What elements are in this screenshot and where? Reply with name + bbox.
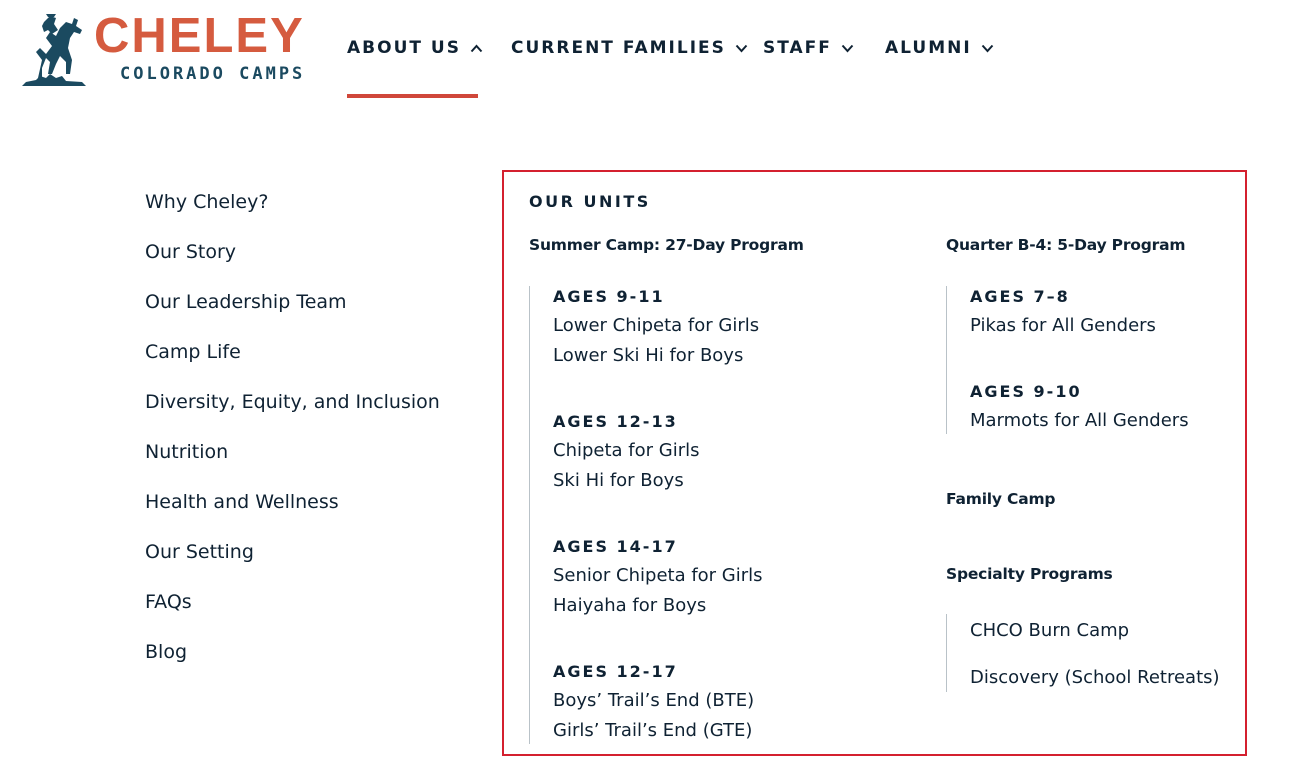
summer-group xyxy=(553,408,700,496)
quarter-group xyxy=(970,283,1156,341)
submenu-health-wellness[interactable]: Health and Wellness xyxy=(145,491,339,513)
specialty-divider xyxy=(946,614,947,692)
unit-link[interactable]: Ski Hi for Boys xyxy=(553,470,684,491)
submenu-nutrition[interactable]: Nutrition xyxy=(145,441,229,463)
active-nav-indicator xyxy=(347,94,478,98)
units-title: OUR UNITS xyxy=(529,192,651,211)
age-label: AGES 9-10 xyxy=(970,382,1082,401)
nav-staff[interactable] xyxy=(763,38,854,58)
summer-divider xyxy=(529,286,530,744)
summer-group xyxy=(553,533,763,621)
chevron-down-icon xyxy=(735,44,748,53)
nav-about-us[interactable] xyxy=(347,38,483,58)
unit-link[interactable]: Senior Chipeta for Girls xyxy=(553,565,763,586)
unit-link[interactable]: Haiyaha for Boys xyxy=(553,595,707,616)
submenu-camp-life[interactable]: Camp Life xyxy=(145,341,241,363)
quarter-divider xyxy=(946,286,947,434)
submenu-our-story[interactable]: Our Story xyxy=(145,241,237,263)
age-label: AGES 7–8 xyxy=(970,287,1070,306)
age-label: AGES 14-17 xyxy=(553,537,678,556)
submenu-why-cheley[interactable]: Why Cheley? xyxy=(145,191,269,213)
chevron-down-icon xyxy=(841,44,854,53)
age-label: AGES 12-13 xyxy=(553,412,678,431)
quarter-group xyxy=(970,378,1189,436)
unit-link[interactable]: Marmots for All Genders xyxy=(970,410,1189,431)
specialty-link-discovery[interactable]: Discovery (School Retreats) xyxy=(970,667,1220,688)
unit-link[interactable]: Pikas for All Genders xyxy=(970,315,1156,336)
nav-about-us-label: ABOUT US xyxy=(347,38,461,58)
site-logo[interactable] xyxy=(16,8,316,90)
age-label: AGES 12-17 xyxy=(553,662,678,681)
unit-link[interactable]: Chipeta for Girls xyxy=(553,440,700,461)
about-submenu xyxy=(145,187,440,687)
summer-group xyxy=(553,283,759,371)
brand-name: CHELEY xyxy=(94,9,305,63)
quarter-program-title[interactable]: Quarter B-4: 5-Day Program xyxy=(946,236,1186,254)
nav-alumni[interactable] xyxy=(885,38,994,58)
submenu-leadership-team[interactable]: Our Leadership Team xyxy=(145,291,347,313)
nav-alumni-label: ALUMNI xyxy=(885,38,972,58)
chevron-up-icon xyxy=(470,44,483,53)
submenu-diversity[interactable]: Diversity, Equity, and Inclusion xyxy=(145,391,440,413)
nav-current-families-label: CURRENT FAMILIES xyxy=(511,38,726,58)
family-camp-link[interactable]: Family Camp xyxy=(946,490,1056,508)
summer-group xyxy=(553,658,754,746)
submenu-blog[interactable]: Blog xyxy=(145,641,187,663)
nav-staff-label: STAFF xyxy=(763,38,832,58)
cowboy-horse-icon xyxy=(16,8,92,88)
unit-link[interactable]: Girls’ Trail’s End (GTE) xyxy=(553,720,753,741)
specialty-programs-title[interactable]: Specialty Programs xyxy=(946,565,1113,583)
age-label: AGES 9-11 xyxy=(553,287,665,306)
specialty-link-burn-camp[interactable]: CHCO Burn Camp xyxy=(970,620,1130,641)
nav-current-families[interactable] xyxy=(511,38,748,58)
brand-tagline: COLORADO CAMPS xyxy=(120,64,306,84)
submenu-faqs[interactable]: FAQs xyxy=(145,591,192,613)
unit-link[interactable]: Boys’ Trail’s End (BTE) xyxy=(553,690,755,711)
unit-link[interactable]: Lower Chipeta for Girls xyxy=(553,315,760,336)
submenu-our-setting[interactable]: Our Setting xyxy=(145,541,254,563)
chevron-down-icon xyxy=(981,44,994,53)
unit-link[interactable]: Lower Ski Hi for Boys xyxy=(553,345,744,366)
summer-program-title[interactable]: Summer Camp: 27-Day Program xyxy=(529,236,804,254)
